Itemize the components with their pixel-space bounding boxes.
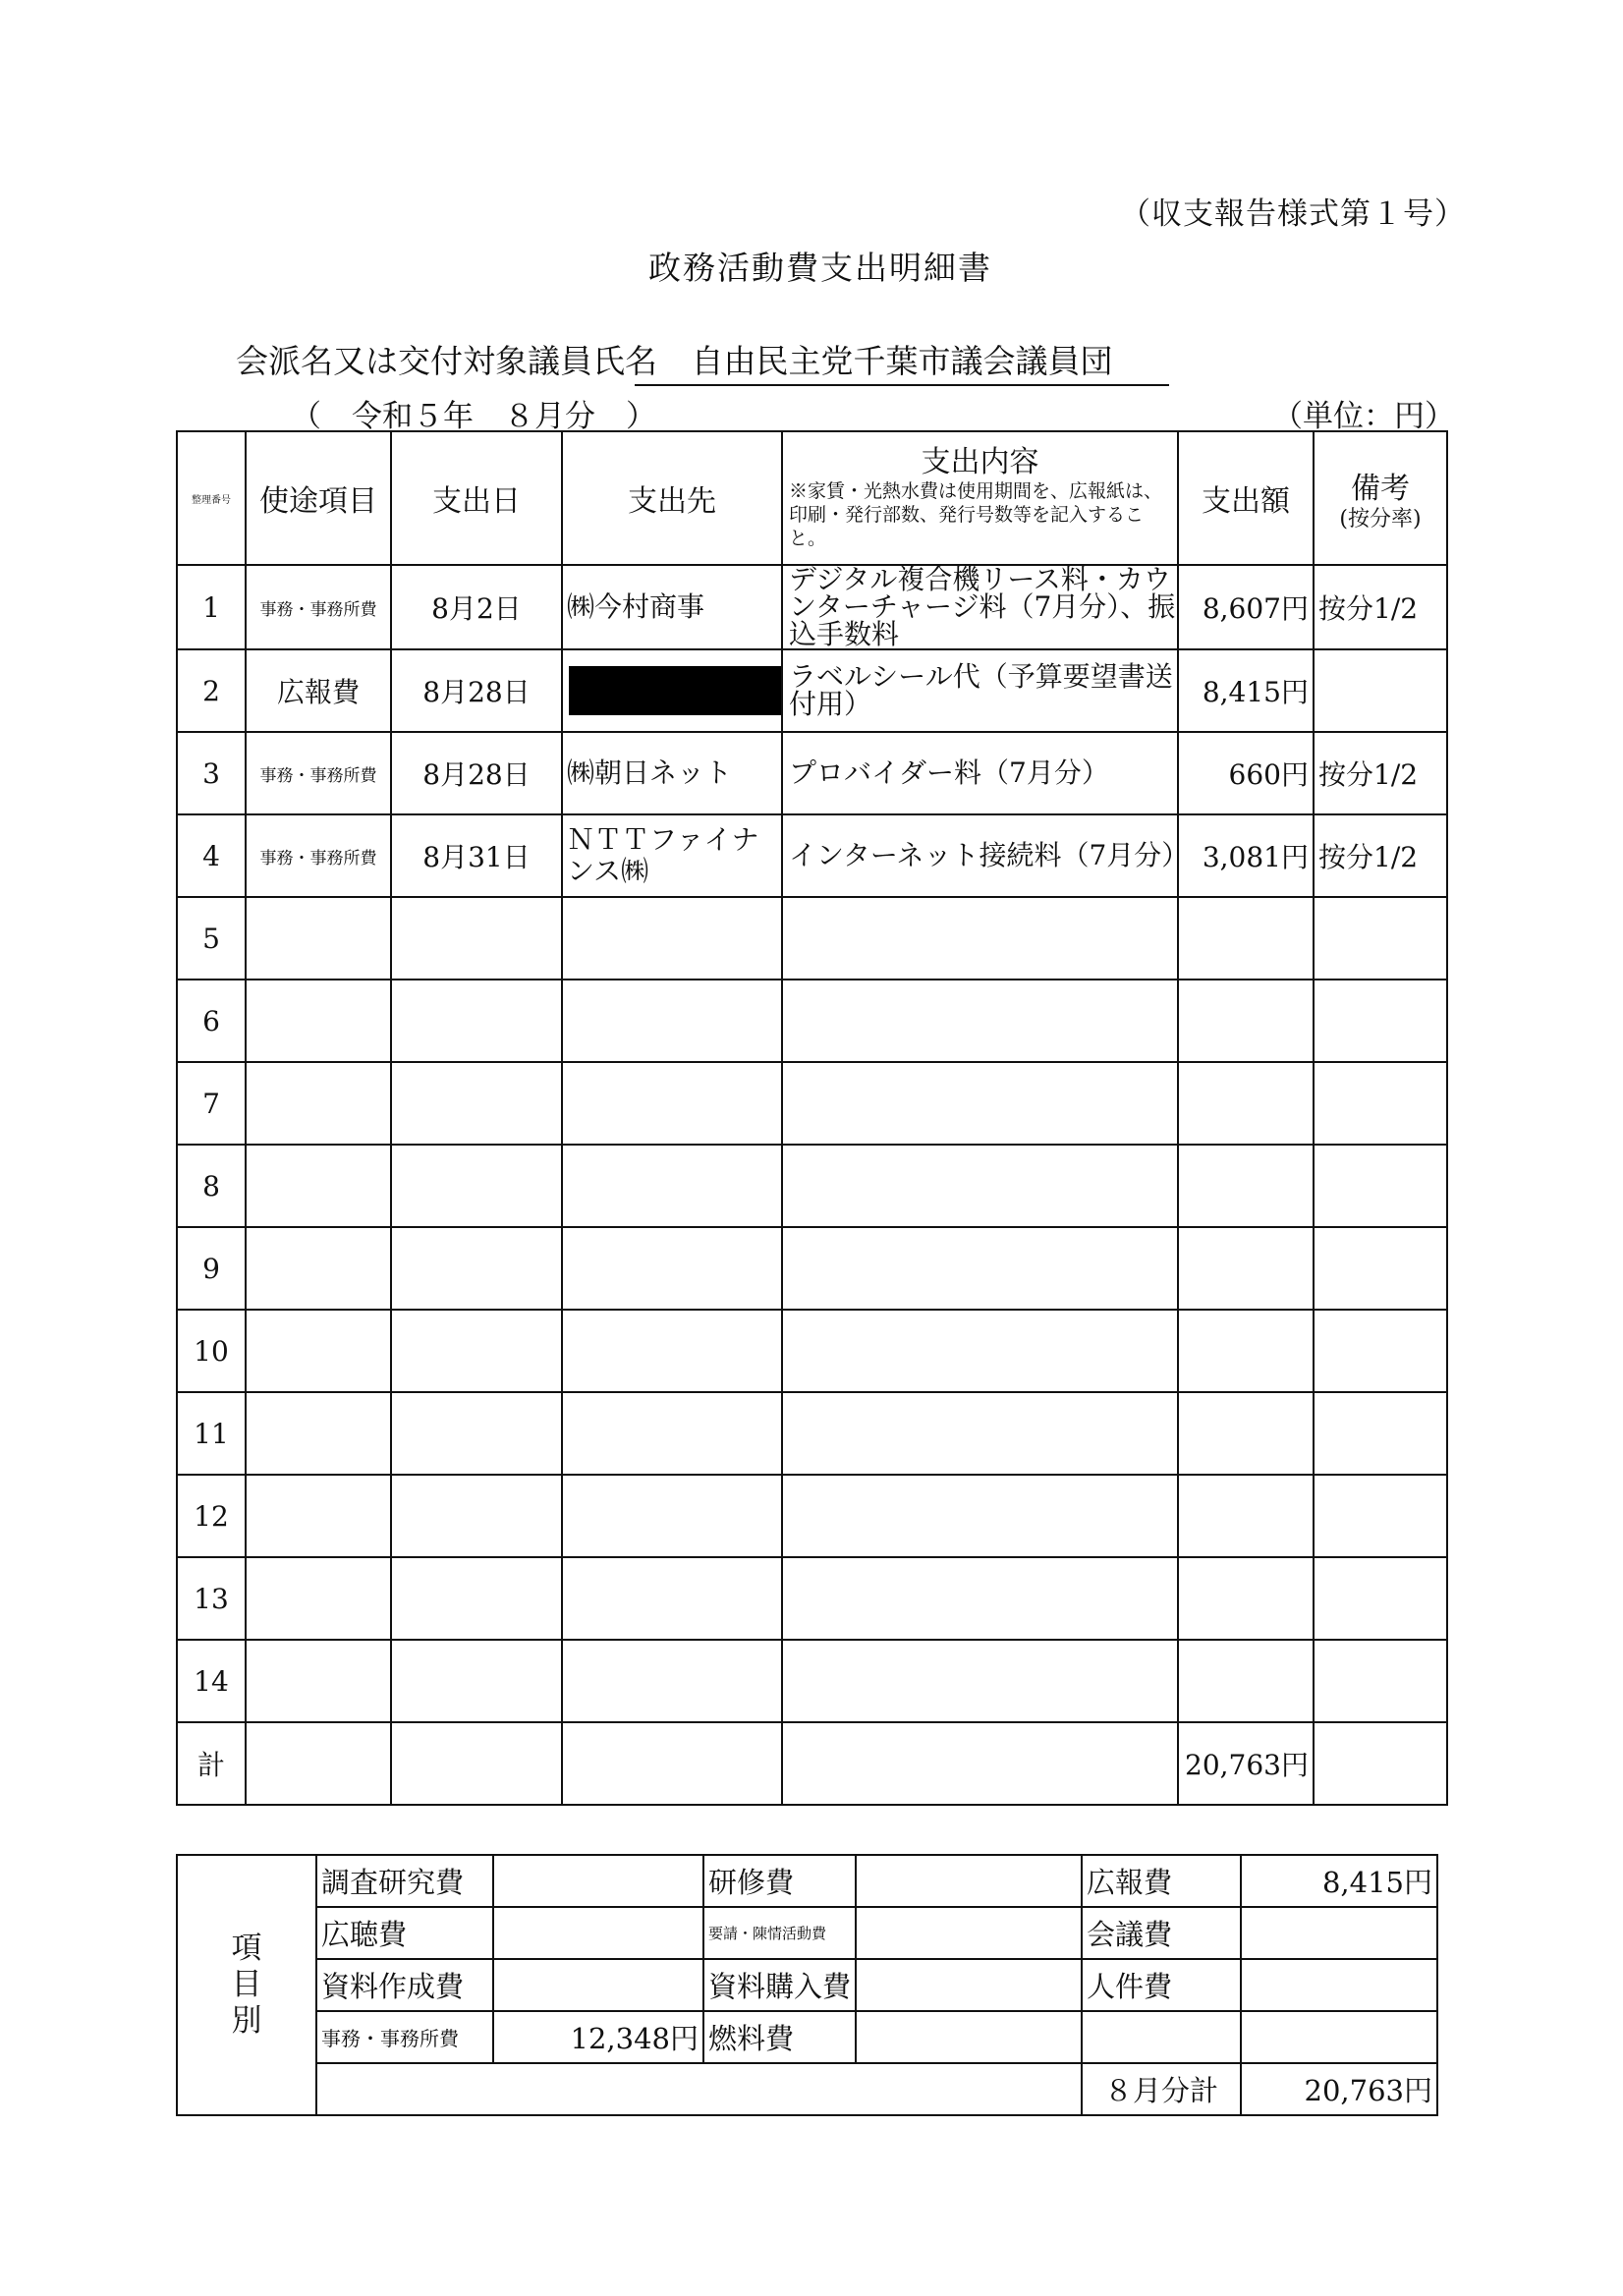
row-remarks: 按分1/2 (1314, 732, 1447, 814)
document-title: 政務活動費支出明細書 (648, 249, 992, 287)
row-number: 4 (177, 814, 246, 897)
header-amount: 支出額 (1178, 431, 1314, 565)
row-remarks (1314, 649, 1447, 732)
expenditure-table (176, 430, 1448, 1806)
row-payee: ㈱朝日ネット (562, 732, 782, 814)
unit-label: （単位：円） (1272, 399, 1455, 434)
summary-publicity-label: 広報費 (1082, 1855, 1241, 1907)
table-row (177, 1145, 1447, 1227)
row-remarks: 按分1/2 (1314, 814, 1447, 897)
table-row (177, 1227, 1447, 1310)
row-content: ラベルシール代（予算要望書送付用） (782, 649, 1178, 732)
side-label-char: 項 (231, 1931, 262, 1966)
table-row (177, 649, 1447, 732)
header-date: 支出日 (391, 431, 562, 565)
summary-materials-value (493, 1959, 703, 2011)
row-number: 13 (177, 1557, 246, 1640)
row-number: 2 (177, 649, 246, 732)
row-amount: 8,607円 (1178, 565, 1314, 649)
table-row (177, 814, 1447, 897)
summary-empty-value (1241, 2011, 1437, 2063)
category-summary-table (176, 1854, 1438, 2116)
header-content-label: 支出内容 (921, 445, 1039, 479)
row-number: 14 (177, 1640, 246, 1722)
summary-materials-label: 資料作成費 (316, 1959, 493, 2011)
summary-petition-value (856, 1907, 1082, 1959)
month-total-value: 20,763円 (1241, 2063, 1437, 2115)
table-row (177, 732, 1447, 814)
header-remarks (1314, 431, 1447, 565)
summary-hearing-value (493, 1907, 703, 1959)
table-row (177, 897, 1447, 980)
summary-petition-label: 要請・陳情活動費 (703, 1907, 856, 1959)
row-date: 8月2日 (391, 565, 562, 649)
summary-meeting-label: 会議費 (1082, 1907, 1241, 1959)
row-content: プロバイダー料（7月分） (782, 732, 1178, 814)
side-label-char: 目 (231, 1967, 262, 2002)
summary-personnel-value (1241, 1959, 1437, 2011)
table-row (177, 1392, 1447, 1475)
table-row (177, 1062, 1447, 1145)
row-date: 8月31日 (391, 814, 562, 897)
faction-name-label: 会派名又は交付対象議員氏名 (236, 342, 657, 380)
summary-purchase-value (856, 1959, 1082, 2011)
row-number: 10 (177, 1310, 246, 1392)
row-payee: ㈱今村商事 (562, 565, 782, 649)
row-content: インターネット接続料（7月分） (782, 814, 1178, 897)
summary-meeting-value (1241, 1907, 1437, 1959)
summary-hearing-label: 広聴費 (316, 1907, 493, 1959)
row-number: 3 (177, 732, 246, 814)
header-remarks-label: 備考 (1351, 472, 1410, 506)
summary-research-value (493, 1855, 703, 1907)
row-number: 11 (177, 1392, 246, 1475)
row-date: 8月28日 (391, 732, 562, 814)
row-content: デジタル複合機リース料・カウンターチャージ料（7月分）、振込手数料 (782, 565, 1178, 649)
table-row (177, 980, 1447, 1062)
summary-training-label: 研修費 (703, 1855, 856, 1907)
summary-blank (316, 2063, 1082, 2115)
month-total-label: ８月分計 (1082, 2063, 1241, 2115)
summary-office-value: 12,348円 (493, 2011, 703, 2063)
row-category: 広報費 (246, 649, 391, 732)
header-content (782, 431, 1178, 565)
row-category: 事務・事務所費 (246, 565, 391, 649)
header-content-note: ※家賃・光熱水費は使用期間を、広報紙は、印刷・発行部数、発行号数等を記入すること。 (789, 480, 1163, 549)
row-payee (562, 649, 782, 732)
row-number: 7 (177, 1062, 246, 1145)
table-row (177, 1557, 1447, 1640)
summary-personnel-label: 人件費 (1082, 1959, 1241, 2011)
summary-purchase-label: 資料購入費 (703, 1959, 856, 2011)
header-remarks-sub: (按分率) (1339, 507, 1422, 532)
faction-name-value: 自由民主党千葉市議会議員団 (635, 336, 1169, 386)
summary-training-value (856, 1855, 1082, 1907)
summary-publicity-value: 8,415円 (1241, 1855, 1437, 1907)
summary-office-label: 事務・事務所費 (316, 2011, 493, 2063)
row-number: 1 (177, 565, 246, 649)
row-category: 事務・事務所費 (246, 814, 391, 897)
side-label-char: 別 (231, 2003, 262, 2039)
row-amount: 8,415円 (1178, 649, 1314, 732)
row-amount: 660円 (1178, 732, 1314, 814)
summary-research-label: 調査研究費 (316, 1855, 493, 1907)
row-amount: 3,081円 (1178, 814, 1314, 897)
table-row (177, 565, 1447, 649)
header-payee: 支出先 (562, 431, 782, 565)
row-date: 8月28日 (391, 649, 562, 732)
summary-fuel-label: 燃料費 (703, 2011, 856, 2063)
total-amount: 20,763円 (1178, 1722, 1314, 1805)
row-number: 12 (177, 1475, 246, 1557)
row-number: 6 (177, 980, 246, 1062)
header-number: 整理番号 (177, 431, 246, 565)
summary-fuel-value (856, 2011, 1082, 2063)
redaction-block (569, 666, 781, 715)
report-period: （ 令和５年 ８月分 ） (291, 399, 656, 434)
summary-empty-label (1082, 2011, 1241, 2063)
summary-side-label (177, 1855, 316, 2115)
table-header-row (177, 431, 1447, 565)
total-label: 計 (177, 1722, 246, 1805)
row-number: 5 (177, 897, 246, 980)
row-payee: ＮＴＴファイナンス㈱ (562, 814, 782, 897)
row-remarks: 按分1/2 (1314, 565, 1447, 649)
total-row (177, 1722, 1447, 1805)
row-category: 事務・事務所費 (246, 732, 391, 814)
table-row (177, 1475, 1447, 1557)
row-number: 9 (177, 1227, 246, 1310)
header-category: 使途項目 (246, 431, 391, 565)
form-number: （収支報告様式第１号） (1120, 196, 1466, 232)
row-number: 8 (177, 1145, 246, 1227)
table-row (177, 1310, 1447, 1392)
table-row (177, 1640, 1447, 1722)
